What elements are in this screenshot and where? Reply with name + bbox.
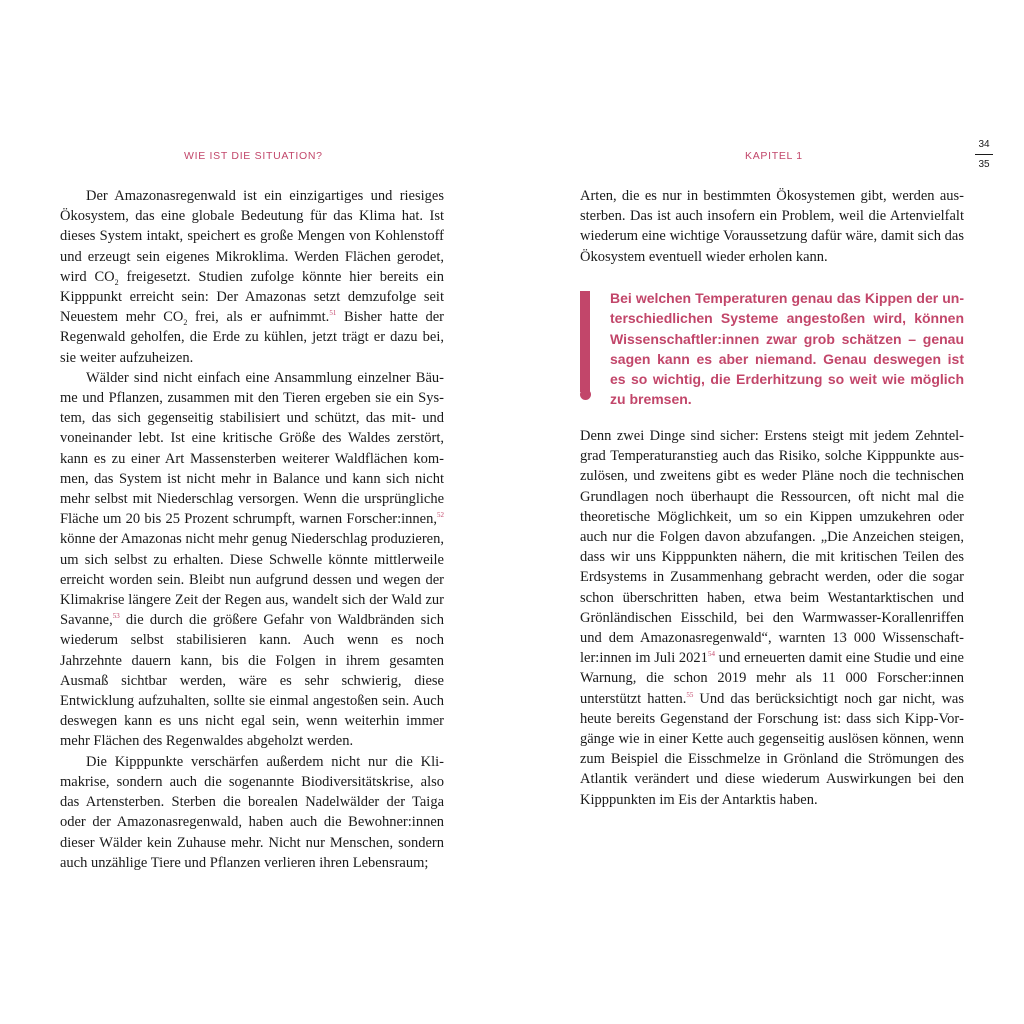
footnote-ref[interactable]: 54	[707, 650, 715, 659]
pull-quote-bar	[580, 291, 590, 392]
paragraph: Die Kipppunkte verschärfen außerdem nicht nur die Klimakrise, sondern auch die sogenannte Biodiversitätskrise, also das Artensterben. Sterben die borealen Nadelwälder der Taiga oder der Amazonasregenwald, haben auch die Bewohner:innen dieser Wälder kein Zuhause mehr. Nicht nur Menschen, sondern auch unzählige Tiere und Pflanzen verlieren ihren Lebensraum;	[60, 753, 444, 871]
left-column	[60, 186, 444, 873]
running-head-right: KAPITEL 1	[745, 150, 803, 162]
footnote-ref[interactable]: 51	[329, 309, 337, 318]
paragraph: Wälder sind nicht einfach eine Ansammlung einzelner Bäume und Pflanzen, zusammen mit den Tieren ergeben sie ein System, das sich gegenseitig stabilisiert und schützt, das mit- und voneinander lebt. Ist eine kritische Größe des Waldes zerstört, kann es zu einer Art Massensterben weiterer Waldflächen kommen, das System ist nicht mehr in Balance und kann sich nicht mehr selbst mit Niederschlag versorgen. Wenn die ursprüngliche Fläche um 20 bis 25 Prozent schrumpft, warnen Forscher:innen,$^{52}$ könne der Amazonas nicht mehr genug Niederschlag produzieren, um sich selbst zu erhalten. Diese Schwelle könnte mittlerweile erreicht worden sein. Bleibt nun aufgrund dessen und wegen der Klimakrise längere Zeit der Regen aus, wandelt sich der Wald zur Savanne,$^{53}$ die durch die größere Gefahr von Waldbränden sich wiederum selbst stabilisieren kann. Auch wenn es noch Jahrzehnte dauern kann, bis die Folgen in ihrem gesamten Ausmaß sichtbar werden, wäre es sehr schwierig, diese Entwicklung aufzuhalten, sollte sie einmal angestoßen sein. Auch deswegen kann es uns nicht egal sein, wenn weiterhin immer mehr Flächen des Regenwaldes abgeholzt werden.	[60, 369, 444, 750]
paragraph: Arten, die es nur in bestimmten Ökosystemen gibt, werden aussterben. Das ist auch insofern ein Problem, weil die Artenvielfalt wiederum eine wichtige Voraussetzung dafür wäre, damit sich das Ökosystem eventuell wieder erholen kann.	[580, 188, 964, 265]
page-number-left: 34	[978, 139, 990, 150]
page-number-divider	[975, 154, 993, 155]
footnote-ref[interactable]: 53	[112, 612, 120, 621]
pull-quote	[580, 288, 964, 410]
pull-quote-text: Bei welchen Temperaturen genau das Kippen der unterschiedlichen Systeme angestoßen wird, können Wissenschaftler:innen zwar grob schätzen – genau sagen kann es aber niemand. Genau deswegen ist es so wichtig, die Erderhitzung so weit wie möglich zu bremsen.	[610, 290, 964, 408]
right-column-bottom	[580, 426, 964, 810]
paragraph: Denn zwei Dinge sind sicher: Erstens steigt mit jedem Zehntelgrad Temperaturanstieg auch das Risiko, solche Kipppunkte auszulösen, und zweitens gibt es weder Pläne noch die technischen Grundlagen noch überhaupt die Ressourcen, oft nicht mal die theoretische Möglichkeit, um so ein Kippen umzukehren oder auch nur die Folgen davon abzufangen. „Die Anzeichen steigen, dass wir uns Kipppunkten nähern, die mit kritischen Teilen des Erdsystems in Zusammenhang gebracht werden, oder die sogar schon überschritten haben, etwa beim Westantarktischen und Grönländischen Eisschild, bei den Warmwasser-Korallenriffen und dem Amazonasregenwald“, warnten 13 000 Wissenschaftler:innen im Juli 2021$^{54}$ und erneuerten damit eine Studie und eine Warnung, die schon 2019 mehr als 11 000 Forscher:innen unterstützt hatten.$^{55}$ Und das berücksichtigt noch gar nicht, was heute bereits Gegenstand der Forschung ist: dass sich Kipp-Vorgänge wie in einer Kette auch gegenseitig auslösen können, wenn zum Beispiel die Eisschmelze in Grönland die Strömungen des Atlantik verändert und diese wiederum Auswirkungen bei den Kipppunkten im Eis der Antarktis haben.	[580, 428, 965, 808]
pull-quote-dot	[580, 389, 591, 400]
page-numbers	[975, 139, 993, 171]
right-column-top	[580, 186, 964, 267]
footnote-ref[interactable]: 52	[437, 511, 444, 520]
running-head-left: WIE IST DIE SITUATION?	[184, 150, 323, 162]
page-number-right: 35	[978, 159, 990, 170]
paragraph: Der Amazonasregenwald ist ein einzigartiges und riesiges Ökosystem, das eine globale Bedeutung für das Klima hat. Ist dieses System intakt, speichert es große Mengen von Kohlenstoff und erzeugt sein eigenes Mikroklima. Werden Flächen gerodet, wird $CO_2$ freigesetzt. Studien zufolge könnte hier bereits ein Kipppunkt erreicht sein: Der Amazonas setzt demzufolge seit Neuestem mehr $CO_2$ frei, als er aufnimmt.$^{51}$ Bisher hatte der Regenwald geholfen, die Erde zu kühlen, jetzt trägt er dazu bei, sie weiter aufzuheizen.	[60, 188, 444, 366]
footnote-ref[interactable]: 55	[686, 690, 694, 699]
